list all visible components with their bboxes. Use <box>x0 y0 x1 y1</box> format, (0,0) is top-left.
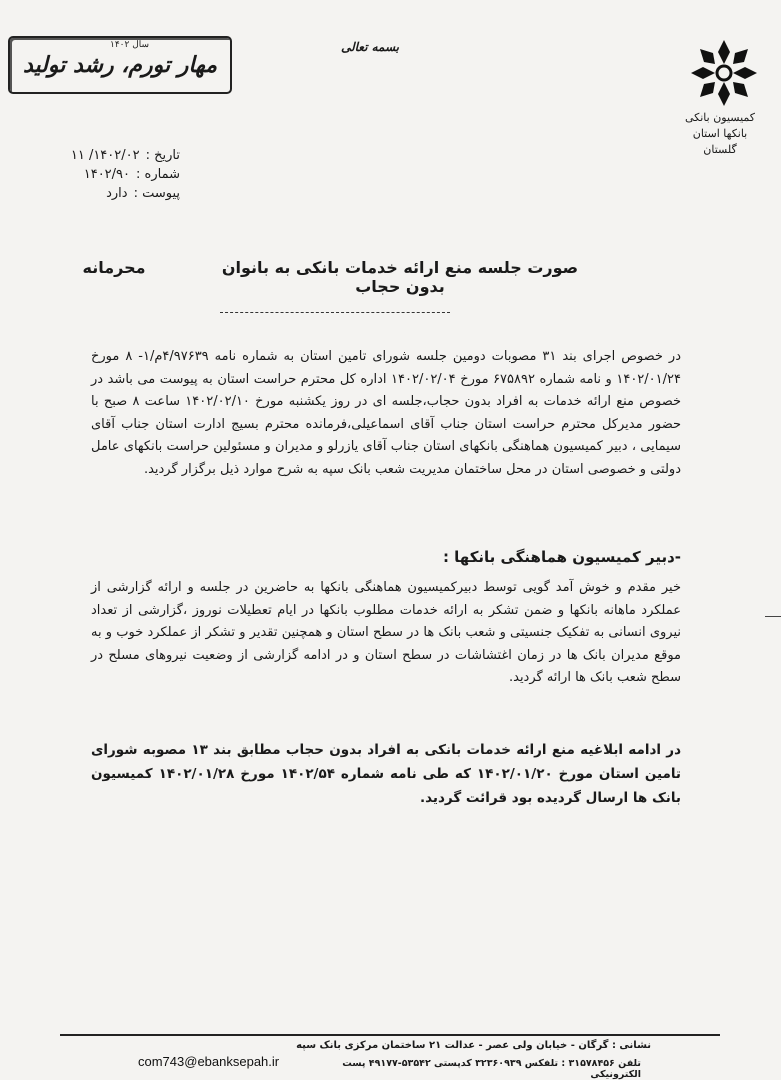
footer-email: com743@ebanksepah.ir <box>138 1054 280 1069</box>
number-row <box>40 165 180 184</box>
attachment-row <box>40 184 180 203</box>
classification-label: محرمانه <box>82 258 146 277</box>
slogan-year: سال ۱۴۰۲ <box>110 40 150 50</box>
margin-mark <box>765 616 781 617</box>
attachment-label: پیوست : <box>133 186 180 201</box>
footer-address: نشانی : گرگان - خیابان ولی عصر - عدالت ۲۱ ساختمان مرکزی بانک سپه <box>296 1040 651 1051</box>
footer-contact: تلفن ۳۱۵۷۸۴۵۶ : تلفکس ۳۲۳۶۰۹۳۹ کدپستی ۵۳۵۴۲-۴۹۱۷۷ پست الکترونیکی <box>342 1058 641 1080</box>
paragraph-directive: در ادامه ابلاغیه منع ارائه خدمات بانکی به افراد بدون حجاب مطابق بند ۱۳ مصوبه شورای تامین استان مورخ ۱۴۰۲/۰۱/۲۰ که طی نامه شماره ۱۴۰۲/۵۴ مورخ ۱۴۰۲/۰۱/۲۸ کمیسیون بانک ها ارسال گردیده بود قرائت گردید. <box>91 742 681 806</box>
basmala: بسمه تعالی <box>340 40 400 54</box>
paragraph-intro: در خصوص اجرای بند ۳۱ مصوبات دومین جلسه شورای تامین استان به شماره نامه ۴/۹۷۶۳۹م/۱- ۸ مورخ ۱۴۰۲/۰۱/۲۴ و نامه شماره ۶۷۵۸۹۲ مورخ ۱۴۰۲/۰۲/۰۴ اداره کل محترم حراست استان به پیوست می باشد در خصوص منع ارائه خدمات به افراد بدون حجاب،جلسه ای در روز یکشنبه مورخ ۱۴۰۲/۰۲/۱۰ ساعت ۸ صبح با حضور مدیرکل محترم حراست استان جناب آقای اسماعیلی،فرمانده محترم بسیج ادارت استان جناب آقای سیمایی ، دبیر کمیسیون هماهنگی بانکهای استان جناب آقای یازرلو و مدیران و مسئولین حراست بانکهای عامل دولتی و خصوصی استان در محل ساختمان مدیریت شعب بانک سپه به شرح موارد ذیل برگزار گردید. <box>91 349 682 477</box>
document-title: صورت جلسه منع ارائه خدمات بانکی به بانوان بدون حجاب <box>221 258 579 296</box>
logo-caption: کمیسیون بانکی بانکها استان گلستان <box>684 111 756 156</box>
letter-meta <box>40 146 180 203</box>
date-label: تاریخ : <box>145 148 180 163</box>
footer-divider <box>60 1034 720 1036</box>
paragraph-secretary: خیر مقدم و خوش آمد گویی توسط دبیرکمیسیون هماهنگی بانکها به حاضرین در جلسه و ارائه گزارشی از عملکرد ماهانه بانکها و ضمن تشکر به ارائه خدمات مطلوب بانکها در ایام تعطیلات نوروز ،گزارشی از تعداد نیروی انسانی به تفکیک جنسیتی و شعب بانک ها در سطح استان و همچنین تقدیر و تشکر از عملکرد خوب و به موقع مدیران بانک ها در زمان اغتشاشات در سطح استان و در ادامه گزارشی از وضعیت نیروهای مسلح در سطح شعب بانک ها ارائه گردید. <box>91 580 681 685</box>
date-row <box>40 146 180 165</box>
section-heading: -دبیر کمیسیون هماهنگی بانکها : <box>442 548 681 566</box>
date-value: ۱۴۰۲/۰۲/ ۱۱ <box>70 148 140 163</box>
number-label: شماره : <box>136 167 180 182</box>
number-value: ۱۴۰۲/۹۰ <box>83 167 131 182</box>
title-line <box>40 258 730 296</box>
dashed-divider <box>220 312 450 313</box>
attachment-value: دارد <box>106 186 128 201</box>
slogan-box <box>8 36 232 94</box>
bank-sepah-logo-icon <box>689 38 759 108</box>
slogan-text: مهار تورم، رشد تولید <box>22 52 218 78</box>
